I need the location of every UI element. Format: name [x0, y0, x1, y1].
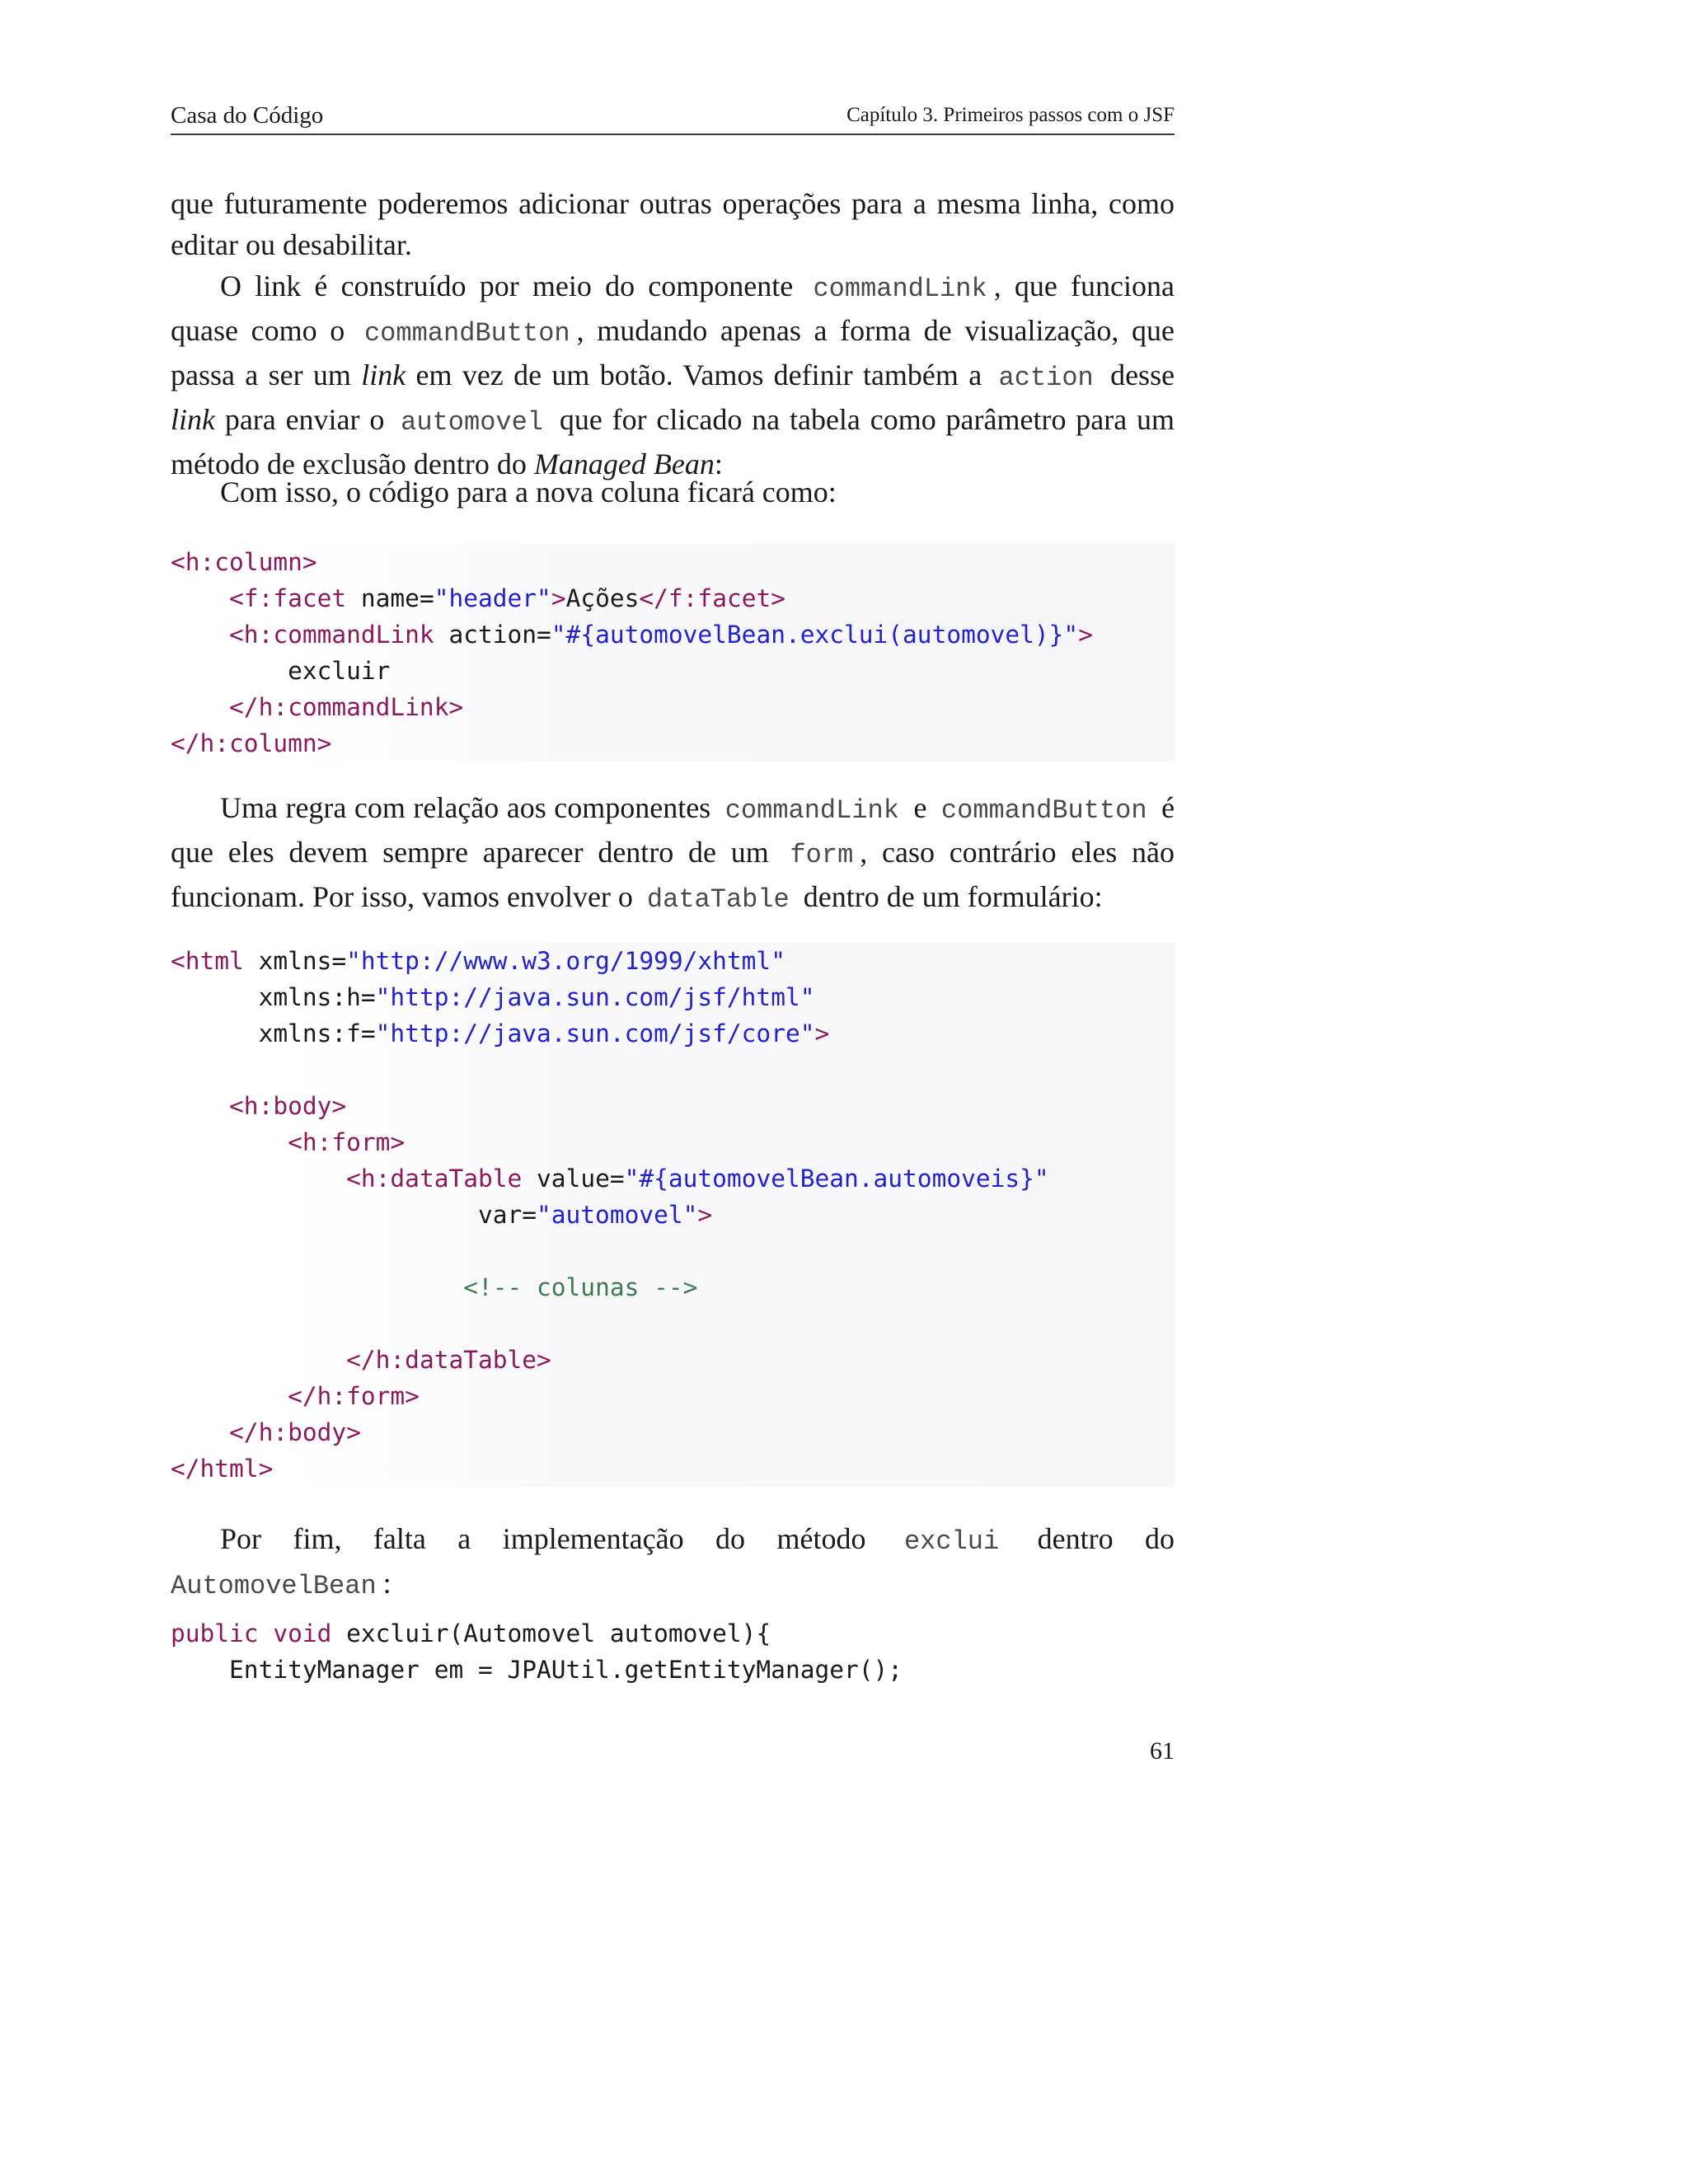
emphasis: link — [171, 403, 215, 436]
code-token: </h:form> — [288, 1382, 420, 1410]
inline-code: automovel — [401, 407, 543, 438]
code-token — [171, 1346, 346, 1374]
code-line — [171, 979, 1175, 1015]
text: : — [382, 1567, 392, 1600]
code-block-java — [171, 1615, 1175, 1688]
code-token: <!-- colunas --> — [463, 1273, 698, 1301]
code-token — [171, 693, 229, 721]
chapter-title: Capítulo 3. Primeiros passos com o JSF — [846, 104, 1175, 126]
inline-code: exclui — [903, 1526, 1000, 1557]
code-token — [171, 1128, 288, 1156]
code-token: "http://www.w3.org/1999/xhtml" — [346, 947, 785, 975]
paragraph-5 — [171, 1518, 1175, 1607]
code-token: <h:commandLink — [229, 621, 434, 649]
text: O link é construído por meio do componente — [220, 269, 794, 302]
code-line — [171, 616, 1175, 653]
code-block-column — [171, 544, 1175, 762]
text: é que eles devem sempre aparecer dentro de um — [171, 791, 1175, 869]
code-token: <h:form> — [288, 1128, 406, 1156]
code-token: xmlns:h= — [171, 983, 376, 1011]
code-token — [171, 1273, 463, 1301]
page-number: 61 — [1150, 1737, 1175, 1765]
code-line — [171, 1160, 1175, 1197]
text: , caso contrário eles não funcionam. Por isso, vamos envolver o — [171, 836, 1175, 913]
code-token — [171, 1418, 229, 1446]
inline-code: commandButton — [363, 318, 570, 349]
code-line — [171, 653, 1175, 689]
running-header — [171, 97, 1175, 135]
code-line — [171, 943, 1175, 979]
text: : — [714, 448, 723, 480]
code-line — [171, 1088, 1175, 1124]
paragraph-1: que futuramente poderemos adicionar outras operações para a mesma linha, como editar ou desabilitar. — [171, 187, 1175, 261]
code-line — [171, 1305, 1175, 1342]
code-token: value= — [522, 1165, 625, 1193]
code-token: </h:column> — [171, 729, 332, 757]
code-line — [171, 1615, 1175, 1652]
code-token — [171, 584, 229, 612]
code-token: <f:facet — [229, 584, 347, 612]
code-line — [171, 1414, 1175, 1451]
text: Por fim, falta a implementação do método — [220, 1522, 866, 1555]
book-title: Casa do Código — [171, 102, 324, 129]
code-token: excluir — [171, 657, 391, 685]
text: dentro de um formulário: — [803, 880, 1103, 913]
code-token: "#{automovelBean.automoveis}" — [624, 1165, 1049, 1193]
inline-code: action — [998, 363, 1094, 393]
code-token: excluir(Automovel automovel){ — [331, 1619, 771, 1647]
text: em vez de um botão. Vamos definir também a — [415, 359, 982, 391]
code-line — [171, 1652, 1175, 1688]
code-token — [171, 1165, 346, 1193]
text: dentro do — [1037, 1522, 1175, 1555]
code-line — [171, 1052, 1175, 1088]
code-line — [171, 1233, 1175, 1269]
code-block-html — [171, 943, 1175, 1487]
code-token: var= — [171, 1201, 537, 1229]
code-token: "#{automovelBean.exclui(automovel)}" — [551, 621, 1079, 649]
code-token — [171, 621, 229, 649]
paragraph-4 — [171, 787, 1175, 921]
code-line — [171, 1015, 1175, 1052]
text: e — [913, 791, 927, 824]
code-token: > — [551, 584, 566, 612]
code-line — [171, 1197, 1175, 1233]
text: , mudando apenas a forma de visualização, que passa a ser um — [171, 314, 1175, 391]
code-token: </h:dataTable> — [346, 1346, 551, 1374]
code-line — [171, 580, 1175, 616]
code-token: void — [273, 1619, 332, 1647]
text: , que funciona quase como o — [171, 269, 1175, 347]
code-token: name= — [346, 584, 434, 612]
code-token: <html — [171, 947, 244, 975]
code-token: EntityManager em = JPAUtil.getEntityManager(); — [171, 1656, 903, 1684]
code-token: xmlns:f= — [171, 1019, 376, 1047]
code-line — [171, 689, 1175, 725]
code-token: "http://java.sun.com/jsf/core" — [375, 1019, 815, 1047]
text: para enviar o — [224, 403, 385, 436]
code-token: > — [814, 1019, 830, 1047]
code-token: <h:column> — [171, 548, 317, 576]
code-token — [171, 1310, 185, 1338]
code-token: action= — [434, 621, 551, 649]
code-token: <h:body> — [229, 1092, 347, 1120]
code-token — [171, 1056, 185, 1084]
inline-code: commandLink — [813, 274, 987, 304]
inline-code: AutomovelBean — [171, 1571, 377, 1601]
code-token: </f:facet> — [639, 584, 785, 612]
code-token — [171, 1092, 229, 1120]
code-token: <h:dataTable — [346, 1165, 523, 1193]
code-line — [171, 1451, 1175, 1487]
code-token: Ações — [565, 584, 640, 612]
code-token — [259, 1619, 274, 1647]
code-line — [171, 1269, 1175, 1305]
code-line — [171, 725, 1175, 762]
code-token — [171, 1382, 288, 1410]
emphasis: Managed Bean — [533, 448, 715, 480]
text: Uma regra com relação aos componentes — [220, 791, 711, 824]
code-token: </h:commandLink> — [229, 693, 464, 721]
code-line — [171, 544, 1175, 580]
code-token: > — [697, 1201, 713, 1229]
paragraph-3: Com isso, o código para a nova coluna ficará como: — [220, 476, 837, 509]
emphasis: link — [361, 359, 406, 391]
code-token: "header" — [434, 584, 551, 612]
inline-code: commandLink — [724, 795, 899, 826]
paragraph-2 — [171, 265, 1175, 485]
code-token: public — [171, 1619, 259, 1647]
code-line — [171, 1342, 1175, 1378]
code-token: > — [1078, 621, 1093, 649]
inline-code: form — [790, 840, 854, 870]
code-token: "http://java.sun.com/jsf/html" — [375, 983, 815, 1011]
text: desse — [1110, 359, 1175, 391]
code-token — [171, 1237, 185, 1265]
code-token: </html> — [171, 1455, 274, 1483]
code-line — [171, 1124, 1175, 1160]
inline-code: dataTable — [646, 884, 790, 915]
inline-code: commandButton — [940, 795, 1147, 826]
code-line — [171, 1378, 1175, 1414]
code-token: </h:body> — [229, 1418, 361, 1446]
text: que for clicado na tabela como parâmetro para um método de exclusão dentro do — [171, 403, 1175, 480]
code-token: xmlns= — [243, 947, 347, 975]
code-token: "automovel" — [537, 1201, 698, 1229]
